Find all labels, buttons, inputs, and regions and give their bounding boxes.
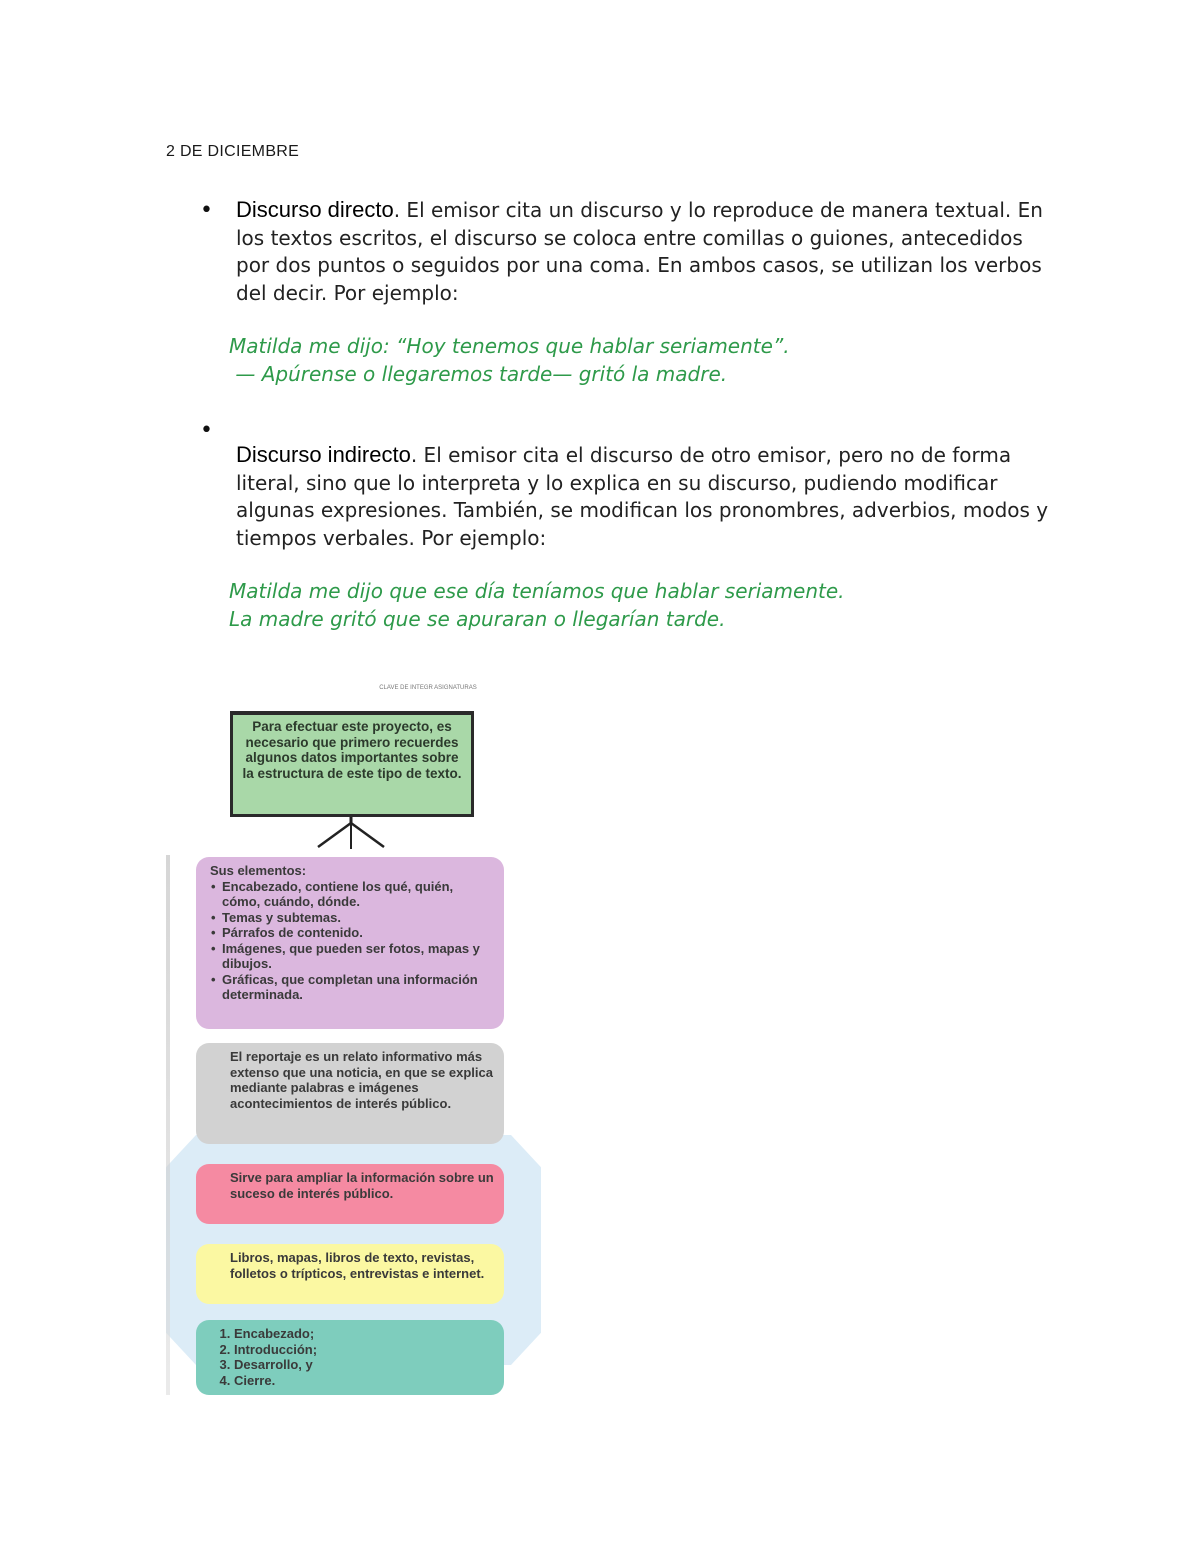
term-direct: Discurso directo (236, 197, 394, 222)
list-item: 1. Encabezado; (234, 1326, 494, 1342)
structure-list (210, 1326, 494, 1388)
definition-text-indirect: . El emisor cita el discurso de otro emisor, pero no de forma literal, sino que lo interpreta y lo explica en su discurso, pudiendo modificar algunas expresiones. También, se modifican los pronombres, adverbios, modos y tiempos verbales. Por ejemplo: (236, 443, 1049, 550)
bullet-2: • (200, 418, 213, 443)
term-indirect: Discurso indirecto (236, 442, 411, 467)
list-item: • Encabezado, contiene los qué, quién, cómo, cuándo, dónde. (222, 879, 494, 910)
list-item: • Imágenes, que pueden ser fotos, mapas y dibujos. (222, 941, 494, 972)
elements-box (196, 857, 504, 1029)
definition-paragraph-indirect (236, 441, 1056, 552)
definition-box: El reportaje es un relato informativo más extenso que una noticia, en que se explica mediante palabras e imágenes acontecimientos de interés público. (196, 1043, 504, 1144)
definition-paragraph-direct (236, 196, 1056, 307)
example-line: Matilda me dijo que ese día teníamos que hablar seriamente. (229, 579, 845, 603)
reportaje-infographic (166, 680, 541, 1400)
list-item: 3. Desarrollo, y (234, 1357, 494, 1373)
projection-board: Para efectuar este proyecto, es necesario que primero recuerdes algunos datos importantes sobre la estructura de este tipo de texto. (230, 711, 474, 817)
sources-box: Libros, mapas, libros de texto, revistas, folletos o trípticos, entrevistas e internet. (196, 1244, 504, 1304)
elements-title: Sus elementos: (210, 863, 307, 878)
list-item: • Gráficas, que completan una información determinada. (222, 972, 494, 1003)
example-line: La madre gritó que se apuraran o llegarían tarde. (229, 607, 726, 631)
tripod-stand-icon (316, 817, 386, 851)
example-block-direct (229, 332, 929, 388)
example-line: Matilda me dijo: “Hoy tenemos que hablar seriamente”. (229, 334, 790, 358)
list-item: • Temas y subtemas. (222, 910, 494, 926)
example-block-indirect (229, 577, 929, 633)
infographic-heading: CLAVE DE INTEGR ASIGNATURAS (379, 685, 477, 691)
document-date: 2 DE DICIEMBRE (166, 143, 300, 160)
list-item: 2. Introducción; (234, 1342, 494, 1358)
list-item: • Párrafos de contenido. (222, 925, 494, 941)
definition-text-direct: . El emisor cita un discurso y lo reproduce de manera textual. En los textos escritos, el discurso se coloca entre comillas o guiones, antecedidos por dos puntos o seguidos por una coma. En ambos casos, se utilizan los verbos del decir. Por ejemplo: (236, 198, 1043, 305)
example-line: — Apúrense o llegaremos tarde— gritó la madre. (229, 362, 728, 386)
list-item: 4. Cierre. (234, 1373, 494, 1389)
infographic-edge (166, 855, 170, 1395)
purpose-box: Sirve para ampliar la información sobre un suceso de interés público. (196, 1164, 504, 1224)
structure-box (196, 1320, 504, 1395)
bullet-1: • (200, 198, 213, 223)
elements-list (210, 879, 494, 1003)
